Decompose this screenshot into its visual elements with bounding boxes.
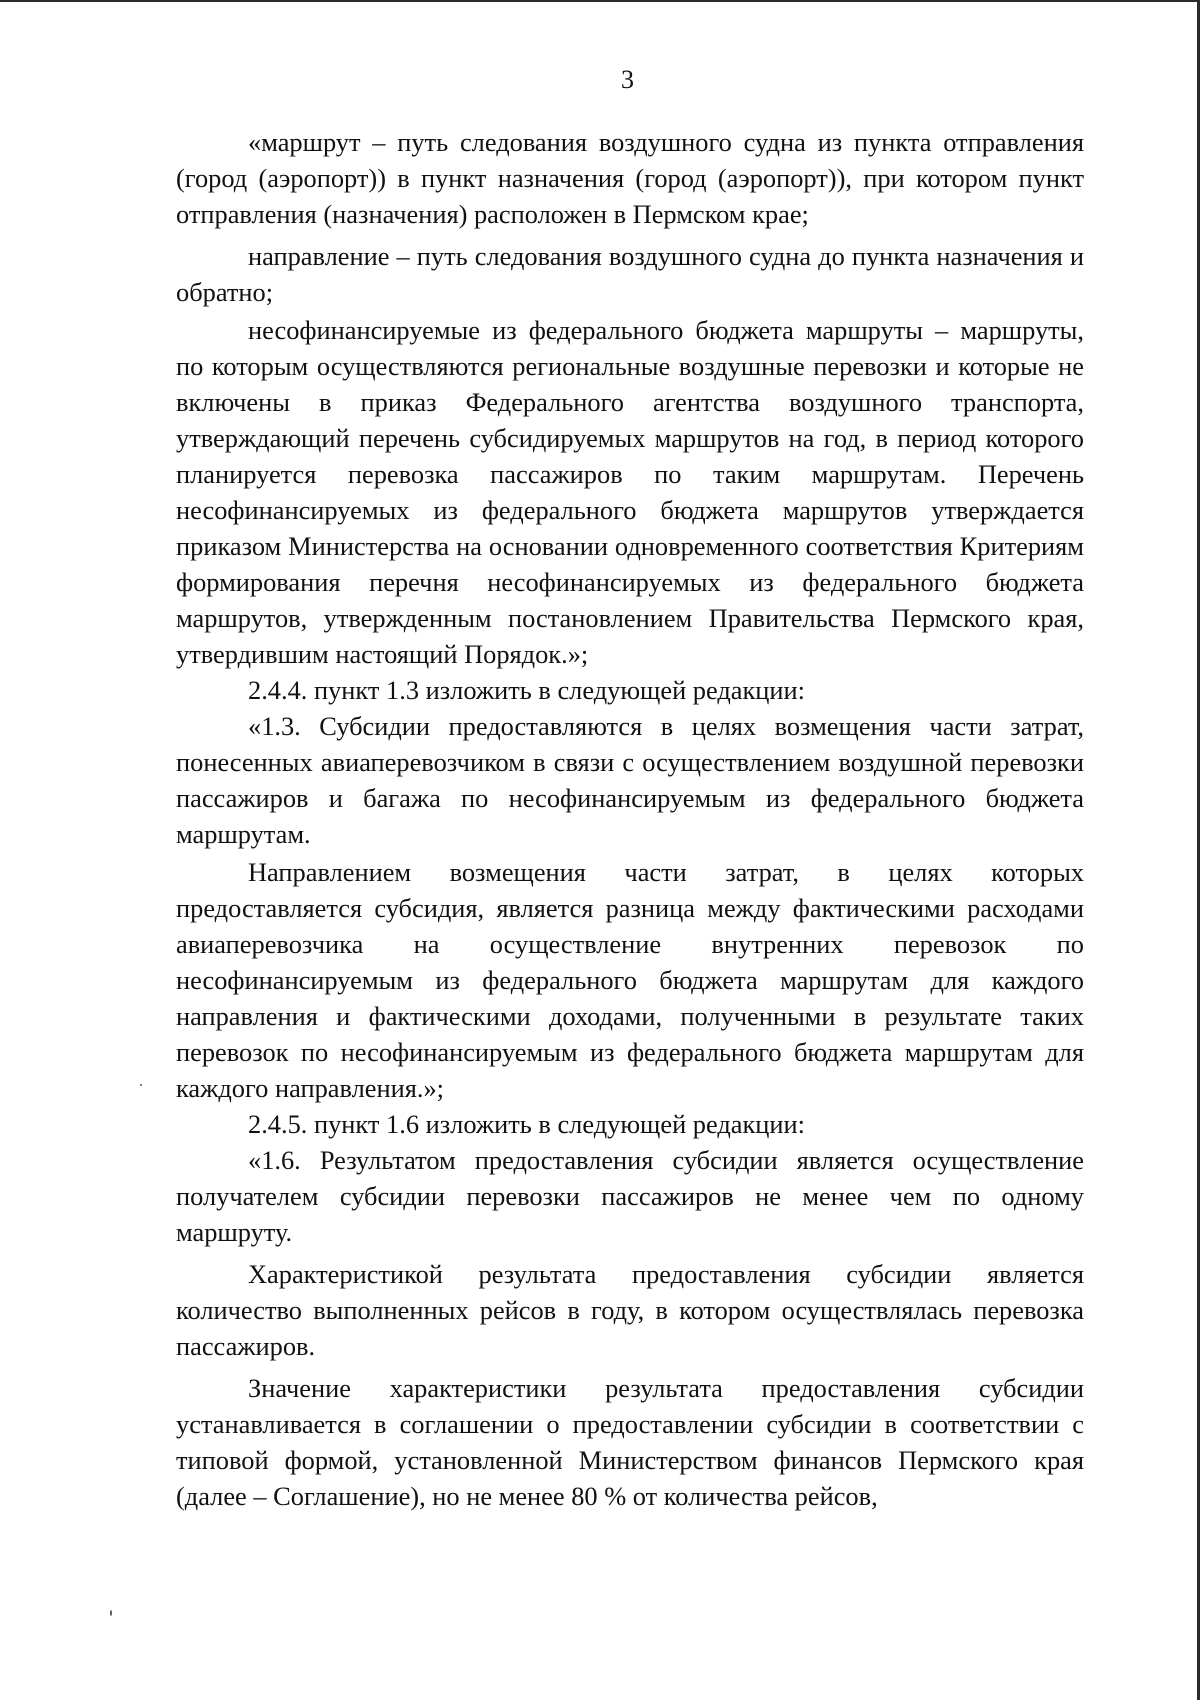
page-number: 3 — [621, 65, 634, 94]
scan-speck — [140, 1084, 142, 1086]
paragraph-clause-2-4-4: 2.4.4. пункт 1.3 изложить в следующей редакции: — [248, 675, 806, 705]
scan-speck — [110, 1610, 112, 1616]
paragraph-result-characteristic: Характеристикой результата предоставления субсидии является количество выполненных рейсов в году, в котором осуществлялась перевозка пассажиров. — [176, 1259, 1084, 1361]
document-body — [176, 124, 1084, 1514]
paragraph-characteristic-value: Значение характеристики результата предоставления субсидии устанавливается в соглашении о предоставлении субсидии в соответствии с типовой формой, установленной Министерством финансов Пермского края (далее – Соглашение), но не менее 80 % от количества рейсов, — [176, 1373, 1084, 1511]
paragraph-cost-direction: Направлением возмещения части затрат, в целях которых предоставляется субсидия, является разница между фактическими расходами авиаперевозчика на осуществление внутренних перевозок по несофинансируемым из федерального бюджета маршрутам для каждого направления и фактическими доходами, полученными в результате таких перевозок по несофинансируемым из федерального бюджета маршрутам для каждого направления.»; — [176, 857, 1084, 1103]
paragraph-direction-definition: направление – путь следования воздушного судна до пункта назначения и обратно; — [176, 241, 1084, 307]
paragraph-clause-2-4-5: 2.4.5. пункт 1.6 изложить в следующей редакции: — [248, 1109, 806, 1139]
paragraph-non-cofinanced-routes: несофинансируемые из федерального бюджета маршруты – маршруты, по которым осуществляются региональные воздушные перевозки и которые не включены в приказ Федерального агентства воздушного транспорта, утверждающий перечень субсидируемых маршрутов на год, в период которого планируется перевозка пассажиров по таким маршрутам. Перечень несофинансируемых из федерального бюджета маршрутов утверждается приказом Министерства на основании одновременного соответствия Критериям формирования перечня несофинансируемых из федерального бюджета маршрутов, утвержденным постановлением Правительства Пермского края, утвердившим настоящий Порядок.»; — [176, 315, 1084, 669]
paragraph-route-definition: «маршрут – путь следования воздушного судна из пункта отправления (город (аэропорт)) в пункт назначения (город (аэропорт)), при котором пункт отправления (назначения) расположен в Пермском крае; — [176, 127, 1084, 229]
paragraph-clause-1-3: «1.3. Субсидии предоставляются в целях возмещения части затрат, понесенных авиаперевозчиком в связи с осуществлением воздушной перевозки пассажиров и багажа по несофинансируемым из федерального бюджета маршрутам. — [176, 711, 1084, 849]
paragraph-clause-1-6: «1.6. Результатом предоставления субсидии является осуществление получателем субсидии перевозки пассажиров не менее чем по одному маршруту. — [176, 1145, 1084, 1247]
